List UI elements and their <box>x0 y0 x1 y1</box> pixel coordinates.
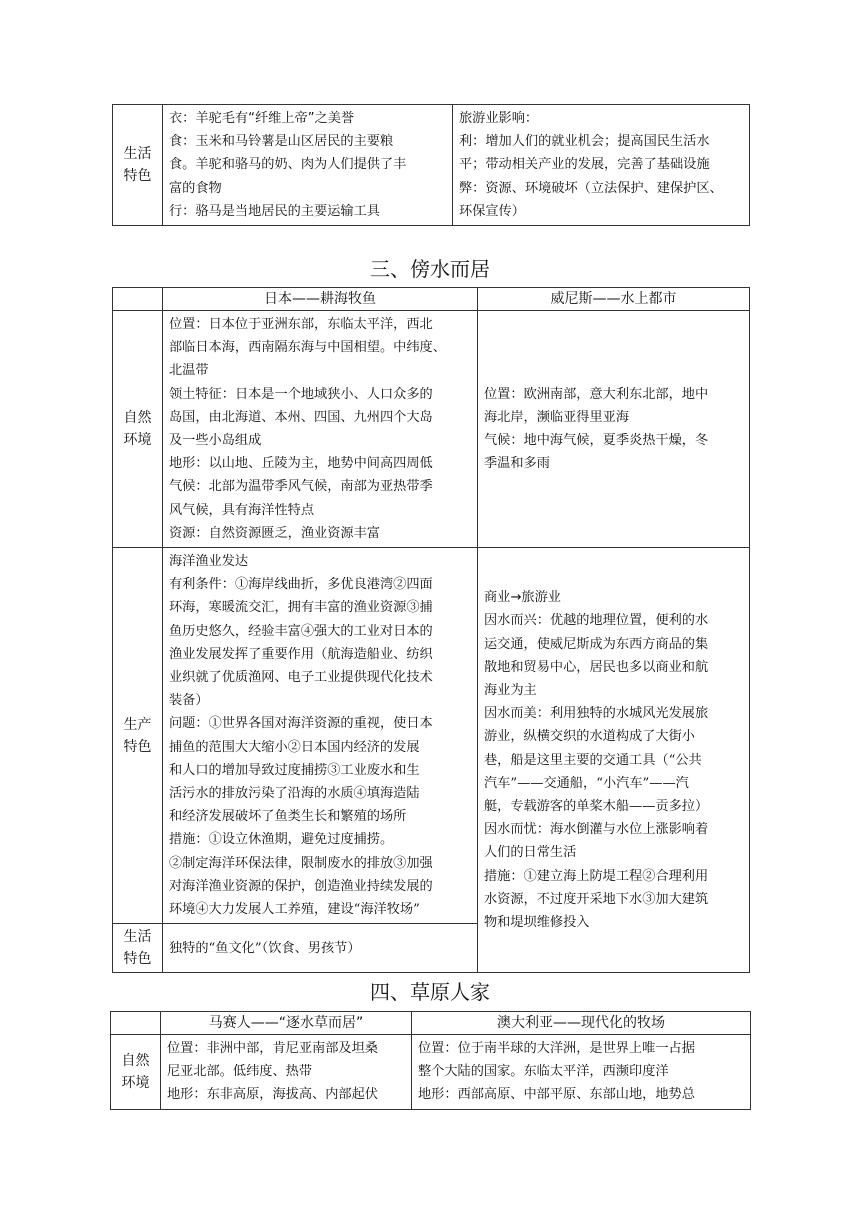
section-title-4: 四、草原人家 <box>370 980 490 1004</box>
line-value: 利用独特的水城风光发展旅 <box>549 706 709 722</box>
row-label-text: 自然 环境 <box>121 1052 150 1091</box>
header-japan: 日本——耕海牧鱼 <box>163 288 478 311</box>
japan-nature-cell <box>163 311 478 548</box>
japan-production-cell <box>163 548 478 924</box>
text-line <box>169 200 446 223</box>
line-value: 风气候，具有海洋性特点 <box>169 502 315 518</box>
line-value: 西部高原、中部平原、东部山地，地势总 <box>457 1087 695 1103</box>
text-line <box>169 359 471 382</box>
line-key: 问题： <box>169 716 209 732</box>
line-key: 气候： <box>484 433 524 449</box>
text-line <box>169 689 471 712</box>
line-key: 海洋渔业发达 <box>169 554 249 570</box>
line-key: 领土特征： <box>169 386 235 402</box>
header-maasai: 马赛人——“逐水草而居” <box>161 1012 412 1035</box>
line-value: ②制定海洋环保法律，限制废水的排放③加强 <box>169 855 433 871</box>
text-line <box>484 911 743 934</box>
line-value: 日本位于亚洲东部，东临太平洋，西北 <box>208 317 433 332</box>
line-key: 地形： <box>167 1087 207 1103</box>
line-value: 巷，船是这里主要的交通工具（“公共 <box>484 752 702 768</box>
line-value: 非洲中部，肯尼亚南部及坦桑 <box>206 1041 378 1056</box>
text-line <box>169 177 446 200</box>
line-value: 渔业发展发挥了重要作用（航海造船业、纺织 <box>169 646 433 662</box>
text-line <box>484 865 743 888</box>
line-value: 鱼历史悠久，经验丰富④强大的工业对日本的 <box>169 623 433 639</box>
line-key: 旅游业影响： <box>459 111 539 126</box>
text-line <box>169 383 471 406</box>
text-line <box>484 749 743 772</box>
text-line <box>169 759 471 782</box>
line-value: 活污水的排放污染了沿海的水质④填海造陆 <box>169 786 420 802</box>
line-key: 资源： <box>169 525 209 541</box>
text-line <box>484 406 743 429</box>
line-key: 措施： <box>169 832 209 848</box>
line-value: 水资源，不过度开采地下水③加大建筑 <box>484 891 709 907</box>
line-value: 骆马是当地居民的主要运输工具 <box>195 203 380 219</box>
line-key: 位置： <box>418 1041 458 1056</box>
text-line <box>484 633 743 656</box>
text-line <box>459 130 743 153</box>
header-empty <box>111 1012 161 1035</box>
row-label-production <box>113 548 163 924</box>
line-value: 对海洋渔业资源的保护，创造渔业持续发展的 <box>169 878 433 894</box>
line-key: 食： <box>169 134 196 150</box>
row-label-text: 生活 特色 <box>123 146 152 184</box>
tourism-impact-cell <box>453 105 750 226</box>
header-australia: 澳大利亚——现代化的牧场 <box>412 1012 751 1035</box>
line-key: 气候： <box>169 479 209 495</box>
line-value: ①建立海上防堤工程②合理利用 <box>523 868 709 884</box>
line-value: 地中海气候，夏季炎热干燥，冬 <box>523 433 709 449</box>
line-value: 及一些小岛组成 <box>169 433 262 449</box>
line-key: 行： <box>169 203 196 219</box>
line-value: 位于南半球的大洋洲，是世界上唯一占据 <box>457 1041 695 1056</box>
text-line <box>484 452 743 475</box>
section-title-3: 三、傍水而居 <box>370 257 490 281</box>
header-venice: 威尼斯——水上都市 <box>478 288 750 311</box>
text-line <box>169 875 471 898</box>
line-value: 部临日本海，西南隔东海与中国相望。中纬度、 <box>169 340 446 356</box>
maasai-nature-cell <box>161 1035 412 1110</box>
line-key: 商业→旅游业 <box>484 590 561 606</box>
text-line <box>484 772 743 795</box>
line-value: 日本是一个地域狭小、人口众多的 <box>234 386 433 402</box>
line-value: 食。羊驼和骆马的奶、肉为人们提供了丰 <box>169 157 407 173</box>
text-line <box>169 736 471 759</box>
line-value: 捕鱼的范围大大缩小②日本国内经济的发展 <box>169 739 420 755</box>
text-line <box>484 888 743 911</box>
text-line <box>169 828 471 851</box>
line-value: 季温和多雨 <box>484 456 550 472</box>
grassland-table <box>110 1011 751 1110</box>
line-value: 弊：资源、环境破坏（立法保护、建保护区、 <box>459 180 723 196</box>
row-label-text: 生活 特色 <box>123 929 152 968</box>
text-line <box>169 406 471 429</box>
line-value: 游业，纵横交织的水道构成了大街小 <box>484 729 695 745</box>
text-line <box>484 795 743 818</box>
line-key: 地形： <box>169 456 209 472</box>
line-value: 装备） <box>169 693 209 709</box>
header-empty <box>113 288 163 311</box>
fish-culture-text: 独特的“鱼文化”（饮食、男孩节） <box>169 940 361 956</box>
text-line <box>169 898 471 921</box>
line-key: 位置： <box>169 317 209 332</box>
text-line <box>484 429 743 452</box>
text-line <box>169 712 471 735</box>
line-value: 汽车”——交通船，“小汽车”——汽 <box>484 775 689 791</box>
text-line <box>418 1060 744 1083</box>
line-key: 因水而忧： <box>484 822 550 838</box>
text-line <box>169 573 471 596</box>
line-value: 优越的地理位置，便利的水 <box>549 613 709 629</box>
line-value: 北温带 <box>169 363 209 379</box>
text-line <box>418 1037 744 1060</box>
text-line <box>484 841 743 864</box>
row-label-nature <box>111 1035 161 1110</box>
text-line <box>484 679 743 702</box>
line-value: 尼亚北部。低纬度、热带 <box>167 1064 313 1080</box>
text-line <box>169 475 471 498</box>
andes-life-cell <box>163 105 453 226</box>
text-line <box>484 656 743 679</box>
line-key: 因水而美： <box>484 706 550 722</box>
text-line <box>484 818 743 841</box>
text-line <box>169 620 471 643</box>
line-value: 羊驼毛有“纤维上帝”之美誉 <box>195 111 355 126</box>
line-value: 以山地、丘陵为主，地势中间高四周低 <box>208 456 433 472</box>
line-value: 玉米和马铃薯是山区居民的主要粮 <box>195 134 394 150</box>
text-line <box>169 499 471 522</box>
text-line <box>169 852 471 875</box>
lifestyle-table <box>112 104 750 226</box>
line-key: 衣： <box>169 111 196 126</box>
line-value: 海业为主 <box>484 682 537 698</box>
line-value: 物和堤坝维修投入 <box>484 914 590 930</box>
text-line <box>169 107 446 130</box>
line-value: 整个大陆的国家。东临太平洋，西濒印度洋 <box>418 1064 669 1080</box>
line-key: 因水而兴： <box>484 613 550 629</box>
text-line <box>484 702 743 725</box>
text-line <box>169 153 446 176</box>
text-line <box>459 177 743 200</box>
line-value: ①世界各国对海洋资源的重视，使日本 <box>208 716 433 732</box>
line-value: 自然资源匮乏，渔业资源丰富 <box>208 525 380 541</box>
venice-nature-cell <box>478 311 750 548</box>
line-value: 和经济发展破坏了鱼类生长和繁殖的场所 <box>169 809 407 825</box>
text-line <box>169 429 471 452</box>
line-value: ①海岸线曲折，多优良港湾②四面 <box>234 577 433 593</box>
australia-nature-cell <box>412 1035 751 1110</box>
text-line <box>169 522 471 545</box>
text-line <box>484 725 743 748</box>
row-label-life-2 <box>113 924 163 973</box>
text-line <box>459 153 743 176</box>
line-value: 环海，寒暖流交汇，拥有丰富的渔业资源③捕 <box>169 600 433 616</box>
line-value: 东非高原，海拔高、内部起伏 <box>206 1087 378 1103</box>
japan-life-cell <box>163 924 478 973</box>
text-line <box>169 550 471 573</box>
line-value: 海水倒灌与水位上涨影响着 <box>549 822 709 838</box>
line-value: 平；带动相关产业的发展，完善了基础设施 <box>459 157 710 173</box>
line-key: 措施： <box>484 868 524 884</box>
line-value: ①设立休渔期，避免过度捕捞。 <box>208 832 394 848</box>
line-value: 和人口的增加导致过度捕捞③工业废水和生 <box>169 762 420 778</box>
text-line <box>418 1083 744 1106</box>
text-line <box>167 1037 405 1060</box>
line-value: 业织就了优质渔网、电子工业提供现代化技术 <box>169 670 433 686</box>
text-line <box>167 1083 405 1106</box>
text-line <box>169 452 471 475</box>
waterside-table <box>112 287 750 973</box>
line-key: 地形： <box>418 1087 458 1103</box>
text-line <box>484 383 743 406</box>
line-value: 岛国，由北海道、本州、四国、九州四个大岛 <box>169 409 433 425</box>
text-line <box>484 586 743 609</box>
line-value: 欧洲南部，意大利东北部，地中 <box>523 386 709 402</box>
line-value: 人们的日常生活 <box>484 845 577 861</box>
row-label-text: 自然 环境 <box>123 410 152 449</box>
row-label-life <box>113 105 163 226</box>
text-line <box>169 313 471 336</box>
text-line <box>169 666 471 689</box>
line-value: 利：增加人们的就业机会；提高国民生活水 <box>459 134 710 150</box>
text-line <box>169 596 471 619</box>
text-line <box>484 609 743 632</box>
line-value: 富的食物 <box>169 180 222 196</box>
text-line <box>167 1060 405 1083</box>
line-value: 环境④大力发展人工养殖，建设“海洋牧场” <box>169 902 420 918</box>
line-value: 海北岸，濒临亚得里亚海 <box>484 409 630 425</box>
text-line <box>169 643 471 666</box>
line-key: 位置： <box>484 386 524 402</box>
line-value: 艇，专载游客的单桨木船——贡多拉） <box>484 798 709 814</box>
text-line <box>169 336 471 359</box>
text-line <box>459 107 743 130</box>
row-label-text: 生产 特色 <box>123 716 152 755</box>
line-value: 北部为温带季风气候，南部为亚热带季 <box>208 479 433 495</box>
line-value: 环保宣传） <box>459 203 525 219</box>
text-line <box>169 805 471 828</box>
line-value: 运交通，使威尼斯成为东西方商品的集 <box>484 636 709 652</box>
line-key: 有利条件： <box>169 577 235 593</box>
row-label-nature <box>113 311 163 548</box>
text-line <box>169 130 446 153</box>
line-key: 位置： <box>167 1041 207 1056</box>
text-line <box>169 782 471 805</box>
text-line <box>459 200 743 223</box>
line-value: 散地和贸易中心，居民也多以商业和航 <box>484 659 709 675</box>
venice-production-cell <box>478 548 750 973</box>
